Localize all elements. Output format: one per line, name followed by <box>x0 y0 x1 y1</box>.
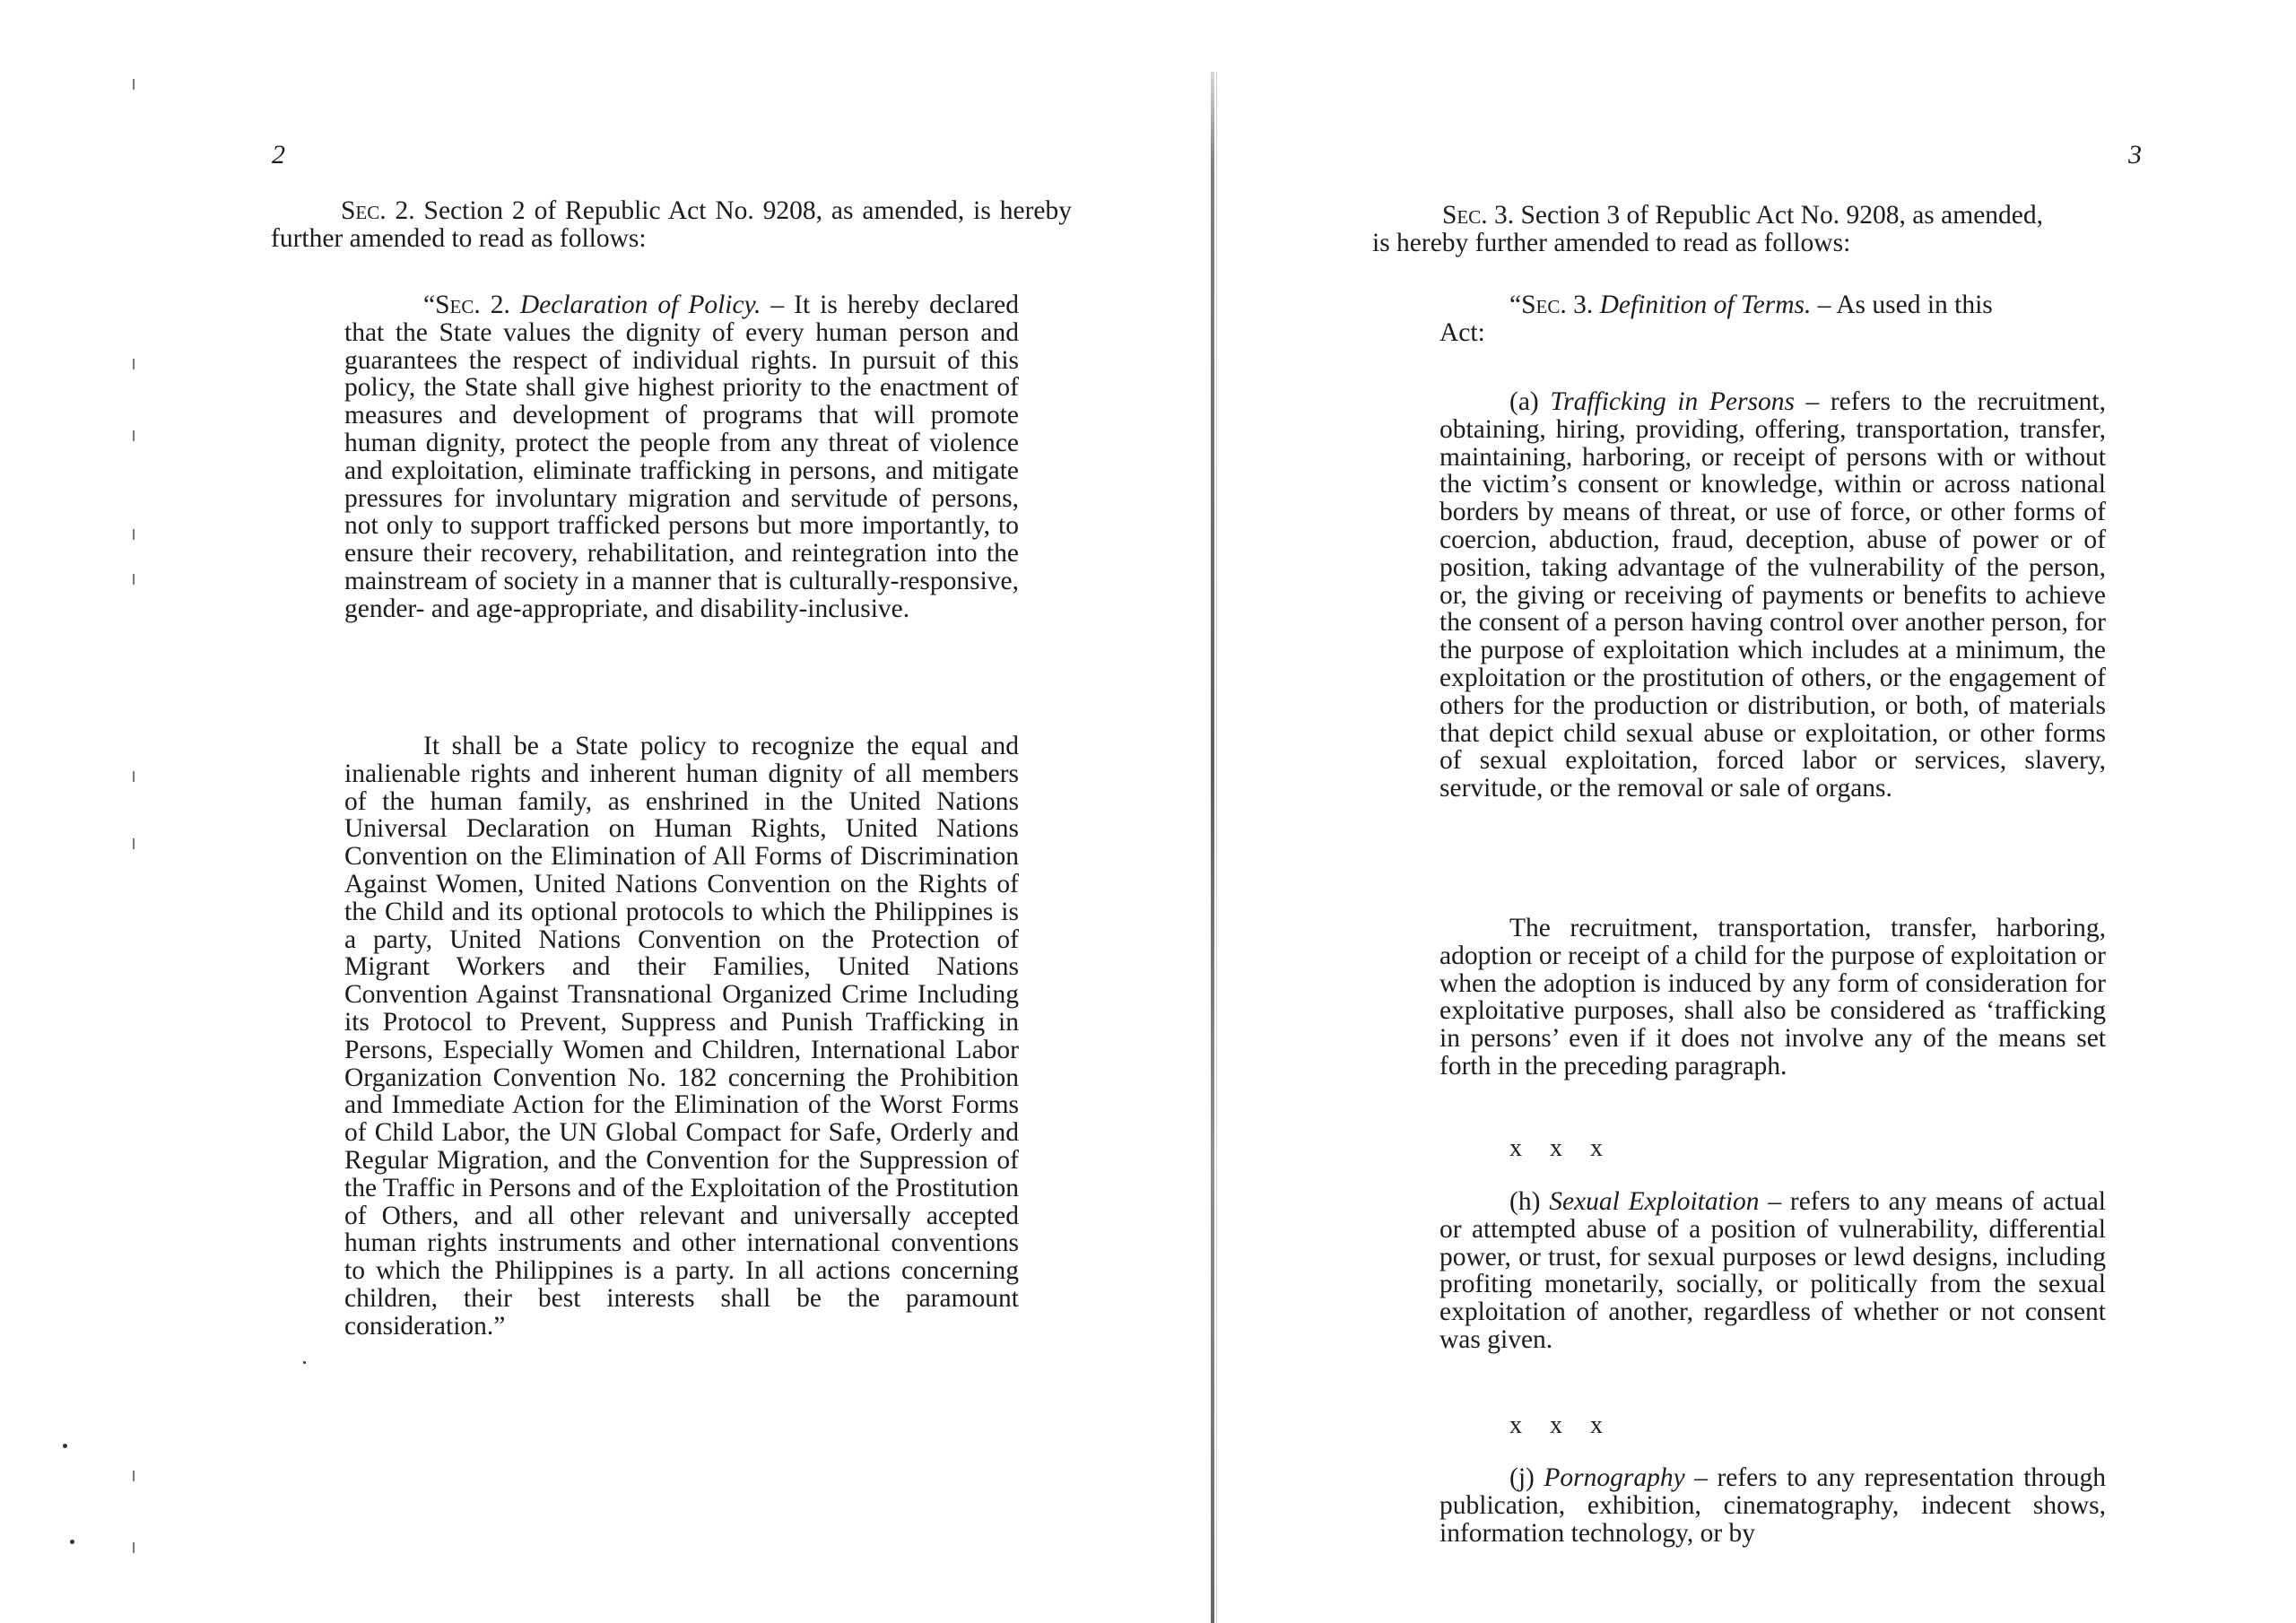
page-number: 3 <box>2128 140 2142 169</box>
section-title: Definition of Terms. <box>1599 291 1812 319</box>
definition-of-terms-heading <box>1439 291 2106 347</box>
definition-pornography <box>1439 1464 2106 1547</box>
section-3-intro-text: 3. Section 3 of Republic Act No. 9208, as amended, <box>1487 201 2044 230</box>
omission-marker: x x x <box>1509 1411 1613 1439</box>
item-label: (a) <box>1509 387 1551 416</box>
margin-mark <box>133 838 135 849</box>
margin-mark <box>133 430 135 441</box>
declaration-text: – It is hereby declared that the State values the dignity of every human person and guarantees the respect of individual rights. In pursuit of this policy, the State shall give highest priority to the enactment of measures and development of programs that will promote human dignity, protect the people from any threat of violence and exploitation, eliminate trafficking in persons, and mitigate pressures for involuntary migration and servitude of persons, not only to support trafficked persons but more importantly, to ensure their recovery, rehabilitation, and reintegration into the mainstream of society in a manner that is culturally-responsive, gender- and age-appropriate, and disability-inclusive. <box>344 291 1020 623</box>
margin-mark <box>133 529 135 540</box>
definition-text: – refers to any means of actual or attempted abuse of a position of vulnerability, differential power, or trust, for sexual purposes or lewd designs, including profiting monetarily, socially, or politically from the sexual exploitation of another, regardless of whether or not consent was given. <box>1439 1187 2106 1354</box>
definition-trafficking-in-persons <box>1439 388 2106 803</box>
definition-heading-line-2: Act: <box>1439 317 1485 347</box>
section-title: Declaration of Policy. <box>519 291 761 319</box>
sec-label: Sec. <box>341 196 387 225</box>
section-3-intro-line-2: is hereby further amended to read as follows: <box>1372 228 1851 257</box>
margin-mark <box>133 1471 135 1481</box>
margin-mark <box>133 1542 135 1553</box>
item-label: (h) <box>1509 1187 1550 1216</box>
section-2-intro <box>271 197 1072 253</box>
definition-text: – refers to any representation through publication, exhibition, cinematography, indecent shows, information technology, or by <box>1439 1463 2107 1548</box>
sec-label: Sec. <box>1442 201 1488 230</box>
definition-heading-text: – As used in this <box>1811 291 1993 319</box>
state-policy-paragraph: It shall be a State policy to recognize the equal and inalienable rights and inherent human dignity of all members of the human family, as enshrined in the United Nations Universal Declaration on Human Rights, United Nations Convention on the Elimination of All Forms of Discrimination Against Women, United Nations Convention on the Rights of the Child and its optional protocols to which the Philippines is a party, United Nations Convention on the Protection of Migrant Workers and their Families, United Nations Convention Against Transnational Organized Crime Including its Protocol to Prevent, Suppress and Punish Trafficking in Persons, Especially Women and Children, International Labor Organization Convention No. 182 concerning the Prohibition and Immediate Action for the Elimination of the Worst Forms of Child Labor, the UN Global Compact for Safe, Orderly and Regular Migration, and the Convention for the Suppression of the Traffic in Persons and of the Exploitation of the Prostitution of Others, and all other relevant and universally accepted human rights instruments and other international conventions to which the Philippines is a party. In all actions concerning children, their best interests shall be the paramount consideration.” <box>344 732 1019 1341</box>
child-trafficking-paragraph: The recruitment, transportation, transfer, harboring, adoption or receipt of a child for the purpose of exploitation or when the adoption is induced by any form of consideration for exploitative purposes, shall also be considered as ‘trafficking in persons’ even if it does not involve any of the means set forth in the preceding paragraph. <box>1439 914 2106 1081</box>
margin-mark <box>133 771 135 782</box>
sec-label: Sec. <box>1521 291 1567 319</box>
book-spine-line <box>1216 72 1217 1623</box>
omission-marker: x x x <box>1509 1134 1613 1162</box>
definition-heading-line-1 <box>1439 291 2106 319</box>
definition-sexual-exploitation <box>1439 1188 2106 1354</box>
defined-term: Sexual Exploitation <box>1549 1187 1760 1216</box>
open-quote: “ <box>423 291 436 319</box>
margin-mark <box>133 574 135 585</box>
scan-speck <box>303 1361 306 1364</box>
defined-term: Trafficking in Persons <box>1550 387 1795 416</box>
declaration-of-policy-paragraph <box>344 291 1019 623</box>
section-3-intro <box>1372 202 2160 257</box>
page-number: 2 <box>272 140 285 169</box>
section-number: 3. <box>1566 291 1600 319</box>
margin-mark <box>133 359 135 369</box>
section-2-intro-text: 2. Section 2 of Republic Act No. 9208, as amended, is hereby further amended to read as follows: <box>271 196 1072 253</box>
scan-speck <box>63 1444 67 1448</box>
scan-speck <box>70 1540 74 1544</box>
margin-mark <box>133 79 135 90</box>
item-label: (j) <box>1509 1463 1544 1492</box>
section-number: 2. <box>480 291 520 319</box>
section-3-intro-line-1 <box>1372 202 2160 230</box>
open-quote: “ <box>1509 291 1522 319</box>
defined-term: Pornography <box>1544 1463 1685 1492</box>
book-spine-shadow <box>1211 72 1214 1623</box>
definition-text: – refers to the recruitment, obtaining, hiring, providing, offering, transportation, transfer, maintaining, harboring, or receipt of persons with or without the victim’s consent or knowledge, within or across national borders by means of threat, or use of force, or other forms of coercion, abduction, fraud, deception, abuse of power or of position, taking advantage of the vulnerability of the person, or, the giving or receiving of payments or benefits to achieve the consent of a person having control over another person, for the purpose of exploitation which includes at a minimum, the exploitation or the prostitution of others, or the engagement of others for the production or distribution, or both, of materials that depict child sexual abuse or exploitation, or other forms of sexual exploitation, forced labor or services, slavery, servitude, or the removal or sale of organs. <box>1439 387 2106 803</box>
sec-label: Sec. <box>435 291 481 319</box>
